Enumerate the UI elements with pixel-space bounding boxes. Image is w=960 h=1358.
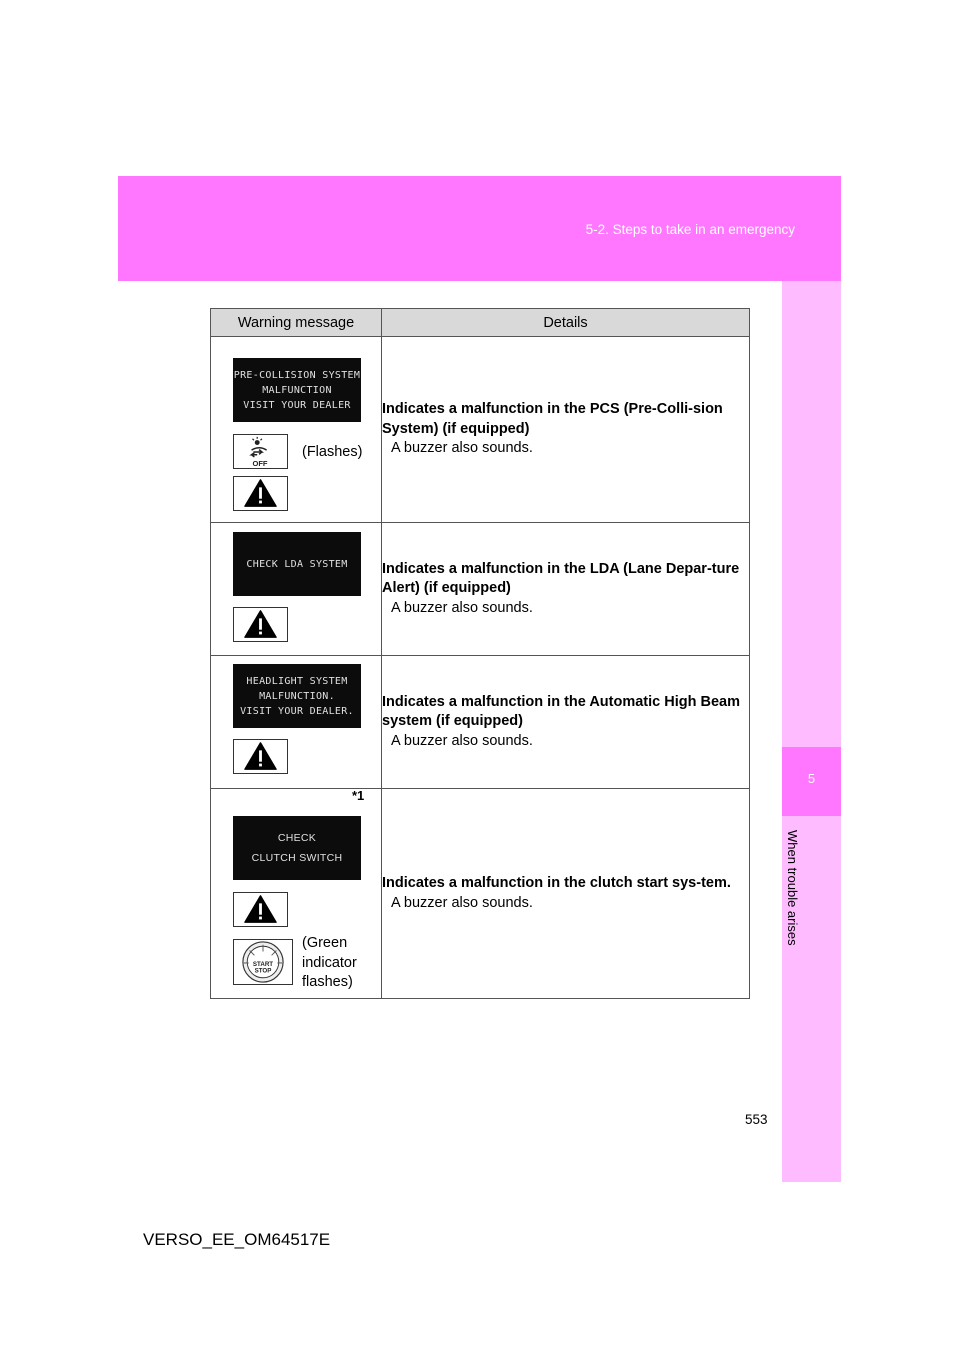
header-warning-message: Warning message (211, 309, 382, 337)
screen-line: VISIT YOUR DEALER. (240, 705, 354, 717)
warning-triangle-icon (233, 476, 288, 511)
warning-message-cell (211, 789, 382, 999)
display-screen (233, 816, 361, 880)
details-bold: Indicates a malfunction in the LDA (Lane Depar-ture Alert) (if equipped) (382, 560, 740, 597)
screen-line: PRE-COLLISION SYSTEM (233, 369, 361, 381)
details-bold: Indicates a malfunction in the PCS (Pre-Colli-sion System) (if equipped) (382, 401, 723, 437)
warning-message-cell (211, 523, 382, 656)
display-screen (233, 358, 361, 422)
header-band (118, 176, 841, 281)
section-title: 5-2. Steps to take in an emergency (585, 222, 795, 237)
details-cell (382, 523, 750, 656)
start-label: START (252, 960, 274, 968)
details-bold: Indicates a malfunction in the Automatic High Beam system (if equipped) (382, 693, 740, 730)
page-number: 553 (745, 1112, 768, 1127)
document-code: VERSO_EE_OM64517E (143, 1230, 331, 1249)
screen-line: VISIT YOUR DEALER (243, 399, 351, 411)
display-screen (233, 664, 361, 728)
table-row (211, 337, 750, 523)
start-stop-button-icon (233, 939, 293, 985)
details-text: A buzzer also sounds. (391, 599, 533, 616)
chapter-tab[interactable] (782, 747, 841, 816)
chapter-title-text: When trouble arises (785, 830, 800, 946)
chapter-number: 5 (807, 771, 816, 786)
note-line: indicator (302, 954, 357, 971)
table-row (211, 523, 750, 656)
warning-triangle-icon (233, 892, 288, 927)
svg-text:OFF: OFF (252, 459, 268, 468)
table-row (211, 656, 750, 789)
stop-label: STOP (254, 967, 272, 975)
screen-line: HEADLIGHT SYSTEM (246, 675, 348, 687)
details-cell (382, 789, 750, 999)
details-cell (382, 656, 750, 789)
chapter-title (786, 830, 800, 960)
screen-line: CLUTCH SWITCH (251, 852, 343, 864)
note-line: (Green (302, 935, 348, 951)
note-line: flashes) (302, 974, 353, 990)
warning-message-cell (211, 656, 382, 789)
warning-triangle-icon (233, 739, 288, 774)
screen-line: CHECK LDA SYSTEM (246, 558, 348, 570)
header-details: Details (382, 309, 750, 337)
green-indicator-note (302, 934, 357, 993)
pcs-off-icon (233, 434, 288, 469)
flashes-note: (Flashes) (302, 444, 363, 460)
details-text: A buzzer also sounds. (391, 440, 533, 457)
footnote-mark: *1 (352, 788, 365, 803)
display-screen (233, 532, 361, 596)
warning-table (210, 308, 750, 999)
table-row (211, 789, 750, 999)
side-tab-strip (782, 281, 841, 1182)
warning-triangle-icon (233, 607, 288, 642)
screen-line: MALFUNCTION. (259, 690, 335, 702)
warning-message-cell (211, 337, 382, 523)
details-text: A buzzer also sounds. (391, 732, 533, 749)
details-bold: Indicates a malfunction in the clutch start sys-tem. (382, 875, 731, 891)
details-text: A buzzer also sounds. (391, 894, 533, 911)
screen-line: CHECK (277, 832, 317, 844)
details-cell (382, 337, 750, 523)
screen-line: MALFUNCTION (262, 384, 332, 396)
table-header-row (211, 309, 750, 337)
